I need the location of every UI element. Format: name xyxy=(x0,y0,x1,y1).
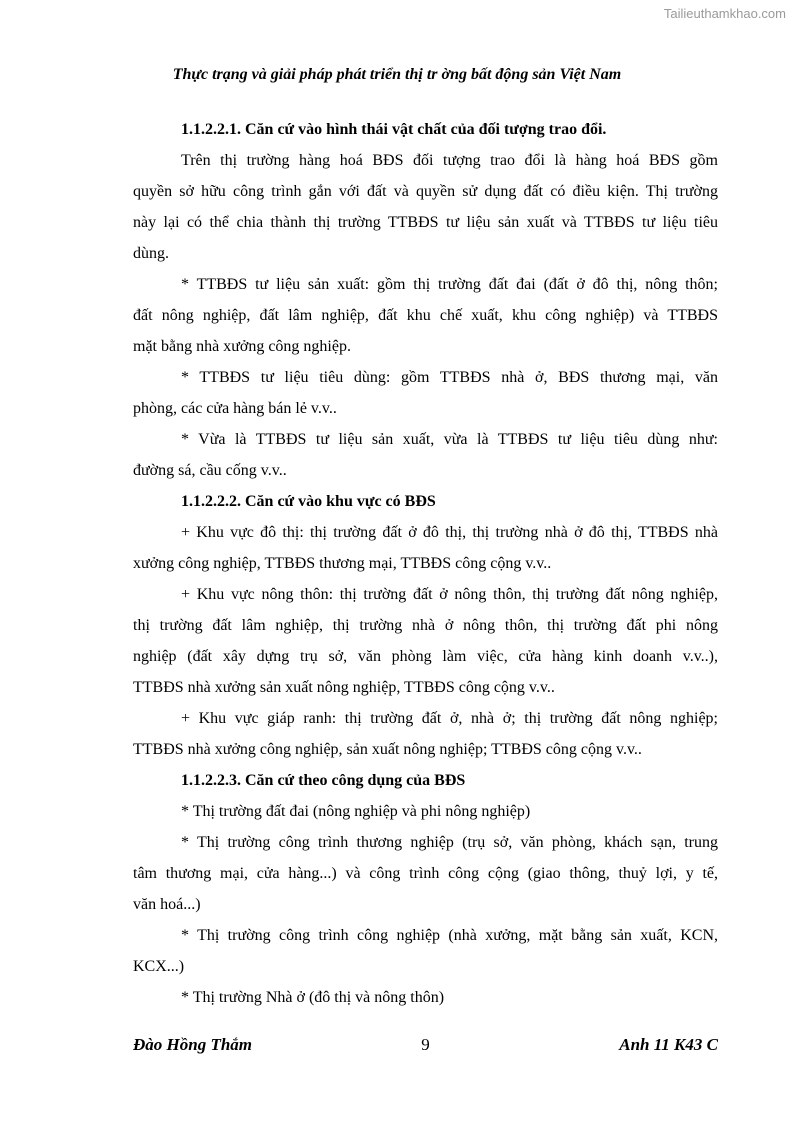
footer-author: Đào Hồng Thắm xyxy=(133,1035,253,1054)
paragraph-line: * Thị trường công trình thương nghiệp (trụ sở, văn phòng, khách sạn, trung xyxy=(181,834,718,851)
paragraph-line: TTBĐS nhà xưởng công nghiệp, sản xuất nông nghiệp; TTBĐS công cộng v.v.. xyxy=(133,741,642,758)
section-heading: 1.1.2.2.3. Căn cứ theo công dụng của BĐS xyxy=(181,772,466,789)
page-header-title: Thực trạng và giải pháp phát triển thị tr ờng bất động sản Việt Nam xyxy=(172,66,622,83)
paragraph-line: nghiệp (đất xây dựng trụ sở, văn phòng làm việc, cửa hàng kinh doanh v.v..), xyxy=(133,648,718,665)
footer-class: Anh 11 K43 C xyxy=(619,1035,718,1054)
section-heading: 1.1.2.2.1. Căn cứ vào hình thái vật chất của đối tượng trao đổi. xyxy=(181,121,607,138)
paragraph-line: mặt bằng nhà xưởng công nghiệp. xyxy=(133,338,351,355)
paragraph-line: * Thị trường công trình công nghiệp (nhà xưởng, mặt bằng sản xuất, KCN, xyxy=(181,927,718,944)
paragraph-line: văn hoá...) xyxy=(133,896,201,913)
section-heading: 1.1.2.2.2. Căn cứ vào khu vực có BĐS xyxy=(181,493,436,510)
paragraph-line: * Thị trường đất đai (nông nghiệp và phi nông nghiệp) xyxy=(181,803,531,820)
paragraph-line: * TTBĐS tư liệu tiêu dùng: gồm TTBĐS nhà ở, BĐS thương mại, văn xyxy=(181,369,718,386)
paragraph-line: quyền sở hữu công trình gắn với đất và quyền sử dụng đất có điều kiện. Thị trường xyxy=(133,183,718,200)
paragraph-line: phòng, các cửa hàng bán lẻ v.v.. xyxy=(133,400,337,417)
page-footer xyxy=(133,1035,718,1059)
page-number: 9 xyxy=(421,1035,430,1054)
paragraph-line: + Khu vực giáp ranh: thị trường đất ở, nhà ở; thị trường đất nông nghiệp; xyxy=(181,710,718,727)
paragraph-line: thị trường đất lâm nghiệp, thị trường nhà ở nông thôn, thị trường đất phi nông xyxy=(133,617,718,634)
paragraph-line: dùng. xyxy=(133,245,169,262)
paragraph-line: Trên thị trường hàng hoá BĐS đối tượng trao đổi là hàng hoá BĐS gồm xyxy=(181,152,718,169)
document-body xyxy=(133,114,718,1013)
paragraph-line: KCX...) xyxy=(133,958,185,975)
paragraph-line: * Thị trường Nhà ở (đô thị và nông thôn) xyxy=(181,989,445,1006)
paragraph-line: tâm thương mại, cửa hàng...) và công trình công cộng (giao thông, thuỷ lợi, y tế, xyxy=(133,865,718,882)
paragraph-line: xưởng công nghiệp, TTBĐS thương mại, TTBĐS công cộng v.v.. xyxy=(133,555,552,572)
paragraph-line: + Khu vực nông thôn: thị trường đất ở nông thôn, thị trường đất nông nghiệp, xyxy=(181,586,718,603)
watermark: Tailieuthamkhao.com xyxy=(663,6,786,21)
paragraph-line: + Khu vực đô thị: thị trường đất ở đô thị, thị trường nhà ở đô thị, TTBĐS nhà xyxy=(181,524,718,541)
paragraph-line: * TTBĐS tư liệu sản xuất: gồm thị trường đất đai (đất ở đô thị, nông thôn; xyxy=(181,276,718,293)
paragraph-line: đất nông nghiệp, đất lâm nghiệp, đất khu chế xuất, khu công nghiệp) và TTBĐS xyxy=(133,307,718,324)
paragraph-line: * Vừa là TTBĐS tư liệu sản xuất, vừa là TTBĐS tư liệu tiêu dùng như: xyxy=(181,431,718,448)
paragraph-line: đường sá, cầu cống v.v.. xyxy=(133,462,287,479)
paragraph-line: này lại có thể chia thành thị trường TTBĐS tư liệu sản xuất và TTBĐS tư liệu tiêu xyxy=(133,214,718,231)
paragraph-line: TTBĐS nhà xưởng sản xuất nông nghiệp, TTBĐS công cộng v.v.. xyxy=(133,679,555,696)
